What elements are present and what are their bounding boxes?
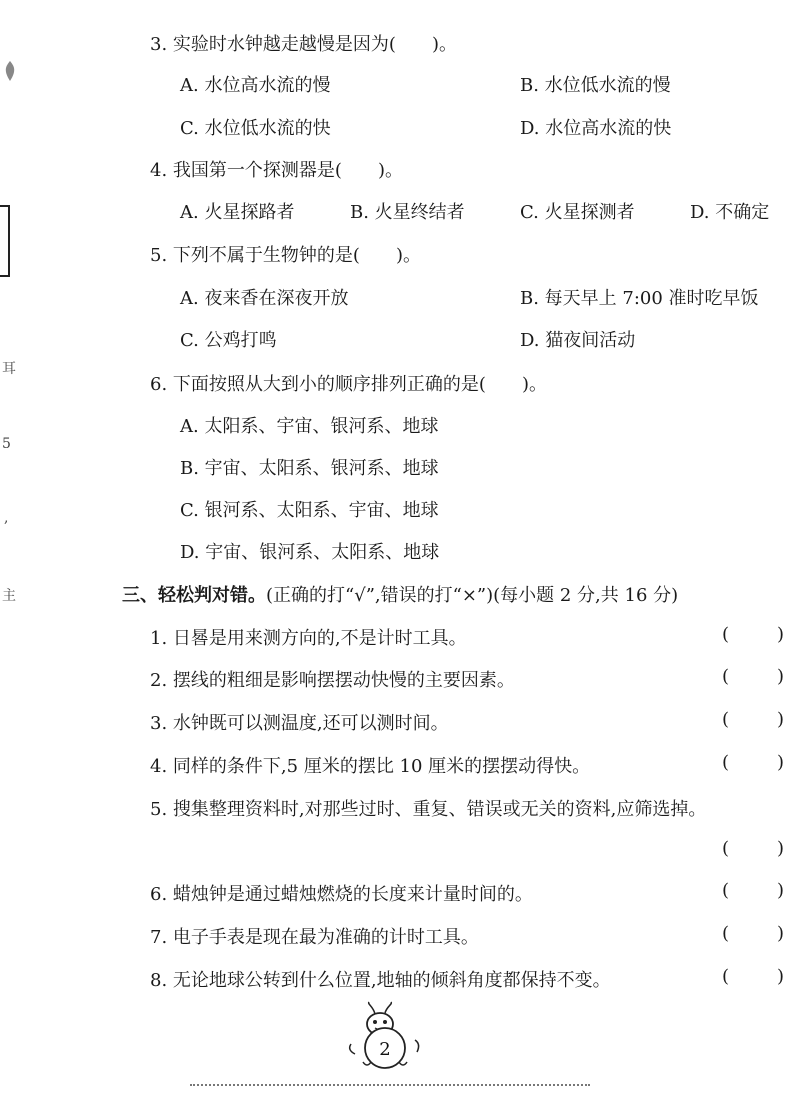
answer-blank-8[interactable] (722, 966, 784, 987)
caterpillar-icon (345, 1000, 425, 1075)
paren-close: ) (776, 880, 784, 901)
judge-item-5 (150, 795, 706, 821)
answer-blank-3[interactable] (722, 709, 784, 730)
question-text: 下列不属于生物钟的是( )。 (172, 245, 421, 266)
question-text: 实验时水钟越走越慢是因为( )。 (172, 34, 457, 55)
page-number-badge (345, 1000, 425, 1075)
footer-rule (190, 1084, 590, 1086)
judge-item-7 (150, 923, 479, 949)
answer-blank-4[interactable] (722, 752, 784, 773)
item-text: 电子手表是现在最为准确的计时工具。 (172, 927, 479, 948)
judge-item-8 (150, 966, 611, 992)
paren-close: ) (776, 966, 784, 987)
option-c: C. 公鸡打鸣 (180, 330, 277, 351)
item-text: 摆线的粗细是影响摆摆动快慢的主要因素。 (172, 670, 515, 691)
margin-mark-3: , (4, 510, 9, 526)
question-number: 5. (150, 245, 168, 266)
margin-bracket (0, 205, 10, 277)
answer-blank-1[interactable] (722, 624, 784, 645)
paren-close: ) (776, 709, 784, 730)
item-number: 1. (150, 628, 168, 649)
section-3-heading (122, 581, 678, 607)
paren-open: ( (722, 923, 730, 944)
option-b: B. 宇宙、太阳系、银河系、地球 (180, 458, 439, 479)
answer-blank-5[interactable] (722, 838, 784, 859)
question-number: 3. (150, 34, 168, 55)
paren-close: ) (776, 838, 784, 859)
judge-item-3 (150, 709, 449, 735)
option-d: D. 水位高水流的快 (520, 118, 672, 139)
option-c: C. 水位低水流的快 (180, 118, 331, 139)
paren-open: ( (722, 752, 730, 773)
item-number: 2. (150, 670, 168, 691)
paren-close: ) (776, 666, 784, 687)
paren-open: ( (722, 966, 730, 987)
option-c: C. 火星探测者 (520, 202, 635, 223)
paren-open: ( (722, 666, 730, 687)
item-text: 同样的条件下,5 厘米的摆比 10 厘米的摆摆动得快。 (172, 756, 591, 777)
question-text: 我国第一个探测器是( )。 (172, 160, 403, 181)
option-a: A. 夜来香在深夜开放 (180, 288, 349, 309)
answer-blank-2[interactable] (722, 666, 784, 687)
item-text: 水钟既可以测温度,还可以测时间。 (172, 713, 449, 734)
question-3-stem (150, 30, 457, 56)
paren-open: ( (722, 838, 730, 859)
margin-mark-1: 耳 (2, 361, 16, 377)
item-text: 无论地球公转到什么位置,地轴的倾斜角度都保持不变。 (172, 970, 611, 991)
option-c: C. 银河系、太阳系、宇宙、地球 (180, 500, 439, 521)
item-text: 搜集整理资料时,对那些过时、重复、错误或无关的资料,应筛选掉。 (172, 799, 707, 820)
judge-item-6 (150, 880, 533, 906)
item-number: 5. (150, 799, 168, 820)
option-a: A. 太阳系、宇宙、银河系、地球 (180, 416, 439, 437)
item-number: 7. (150, 927, 168, 948)
option-a: A. 水位高水流的慢 (180, 75, 331, 96)
item-text: 蜡烛钟是通过蜡烛燃烧的长度来计量时间的。 (172, 884, 533, 905)
question-number: 6. (150, 374, 168, 395)
question-6-stem (150, 370, 547, 396)
judge-item-2 (150, 666, 515, 692)
item-text: 日晷是用来测方向的,不是计时工具。 (172, 628, 467, 649)
paren-close: ) (776, 752, 784, 773)
question-4-stem (150, 156, 403, 182)
item-number: 3. (150, 713, 168, 734)
paren-open: ( (722, 624, 730, 645)
judge-item-4 (150, 752, 590, 778)
answer-blank-7[interactable] (722, 923, 784, 944)
item-number: 8. (150, 970, 168, 991)
judge-item-1 (150, 624, 467, 650)
option-d: D. 猫夜间活动 (520, 330, 636, 351)
paren-close: ) (776, 923, 784, 944)
option-b: B. 火星终结者 (350, 202, 465, 223)
margin-mark-2: 5 (2, 436, 11, 452)
section-instructions: (正确的打“√”,错误的打“×”)(每小题 2 分,共 16 分) (266, 585, 679, 606)
option-d: D. 宇宙、银河系、太阳系、地球 (180, 542, 440, 563)
option-a: A. 火星探路者 (180, 202, 295, 223)
option-b: B. 水位低水流的慢 (520, 75, 671, 96)
section-title: 三、轻松判对错。 (122, 585, 266, 606)
question-text: 下面按照从大到小的顺序排列正确的是( )。 (172, 374, 547, 395)
margin-mark-4: 主 (2, 588, 16, 604)
question-5-stem (150, 241, 421, 267)
paren-open: ( (722, 880, 730, 901)
answer-blank-6[interactable] (722, 880, 784, 901)
item-number: 6. (150, 884, 168, 905)
page-number: 2 (379, 1039, 391, 1060)
item-number: 4. (150, 756, 168, 777)
option-d: D. 不确定 (690, 202, 770, 223)
paren-open: ( (722, 709, 730, 730)
margin-ornament-icon (2, 60, 18, 86)
question-number: 4. (150, 160, 168, 181)
paren-close: ) (776, 624, 784, 645)
option-b: B. 每天早上 7:00 准时吃早饭 (520, 288, 759, 309)
